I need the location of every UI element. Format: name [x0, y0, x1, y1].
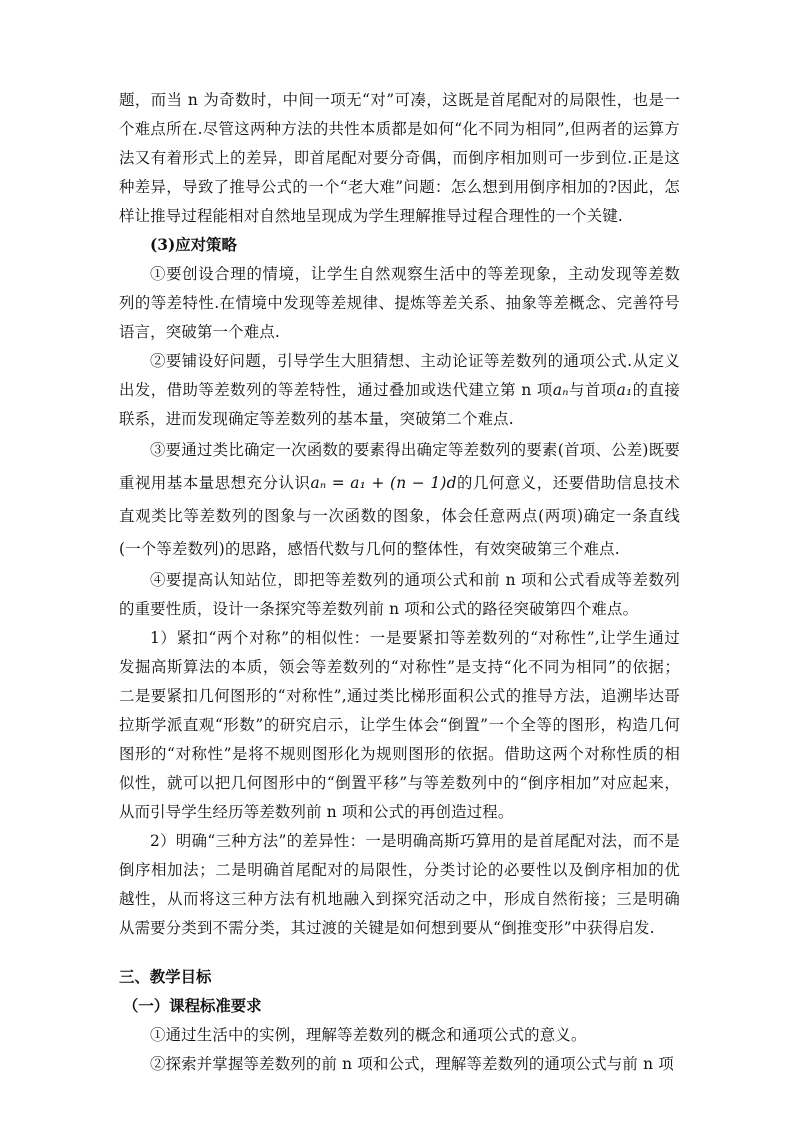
paragraph-three-methods: 2）明确“三种方法”的差异性：一是明确高斯巧算用的是首尾配对法，而不是倒序相加法；二是明确首尾配对的局限性，分类讨论的必要性以及倒序相加的优越性，从而将这三种方法有机地融入到探究活动之中，形成自然衔接；三是明确从需要分类到不需分类，其过渡的关键是如何想到要从“倒推变形”中获得启发. [119, 832, 680, 937]
paragraph-goal-1: ①通过生活中的实例，理解等差数列的概念和通项公式的意义。 [150, 1026, 587, 1044]
paragraph-strategy-3-text-b: 的几何意义，还要借助信息技术直观类比等差数列的图象与一次函数的图象，体会任意两点(两项)确定一条直线(一个等差数列)的思路，感悟代数与几何的整体性，有效突破第三个难点. [119, 474, 680, 558]
heading-strategy: (3)应对策略 [150, 236, 237, 254]
paragraph-two-symmetries: 1）紧扣“两个对称”的相似性：一是要紧扣等差数列的“对称性”,让学生通过发掘高斯算法的本质，领会等差数列的“对称性”是支持“化不同为相同”的依据；二是要紧扣几何图形的“对称性”,通过类比梯形面积公式的推导方法，追溯毕达哥拉斯学派直观“形数”的研究启示，让学生体会“倒置”一个全等的图形，构造几何图形的“对称性”是将不规则图形化为规则图形的依据。借助这两个对称性质的相似性，就可以把几何图形中的“倒置平移”与等差数列中的“倒序相加”对应起来，从而引导学生经历等差数列前 n 项和公式的再创造过程。 [119, 629, 680, 821]
paragraph-strategy-3 [119, 434, 680, 566]
paragraph-strategy-1: ①要创设合理的情境，让学生自然观察生活中的等差现象，主动发现等差数列的等差特性.在情境中发现等差规律、提炼等差关系、抽象等差概念、完善符号语言，突破第一个难点. [119, 265, 680, 341]
math-formula-general-term: aₙ = a₁ + (n − 1)d [310, 474, 457, 492]
paragraph-continuation: 题，而当 n 为奇数时，中间一项无“对”可凑，这既是首尾配对的局限性，也是一个难点所在.尽管这两种方法的共性本质都是如何“化不同为相同”,但两者的运算方法又有着形式上的差异，即首尾配对要分奇偶，而倒序相加则可一步到位.正是这种差异，导致了推导公式的一个“老大难”问题：怎么想到用倒序相加的?因此，怎样让推导过程能相对自然地呈现成为学生理解推导过程合理性的一个关键. [119, 91, 680, 225]
paragraph-strategy-2 [119, 347, 680, 434]
paragraph-strategy-2-text-a: ②要铺设好问题，引导学生大胆猜想、主动论证等差数列的通项公式.从定义出发，借助等差数列的等差特性，通过叠加或迭代建立第 n 项 [119, 352, 680, 399]
paragraph-strategy-3-text-a: ③要通过类比确定一次函数的要素得出确定等差数列的要素(首项、公差)既要重视用基本量思想充分认识 [119, 441, 680, 492]
paragraph-goal-2: ②探索并掌握等差数列的前 n 项和公式，理解等差数列的通项公式与前 n 项 [150, 1055, 674, 1073]
paragraph-strategy-2-text-c: 的直接联系，进而发现确定等差数列的基本量，突破第二个难点. [119, 381, 681, 428]
math-an: aₙ [552, 381, 569, 399]
math-a1: a₁ [616, 381, 633, 399]
subsection-heading-curriculum: （一）课程标准要求 [123, 997, 262, 1015]
paragraph-strategy-4: ④要提高认知站位，即把等差数列的通项公式和前 n 项和公式看成等差数列的重要性质，设计一条探究等差数列前 n 项和公式的路径突破第四个难点。 [119, 571, 680, 618]
paragraph-strategy-2-text-b: 与首项 [568, 381, 617, 399]
section-heading-teaching-goals: 三、教学目标 [119, 968, 212, 986]
